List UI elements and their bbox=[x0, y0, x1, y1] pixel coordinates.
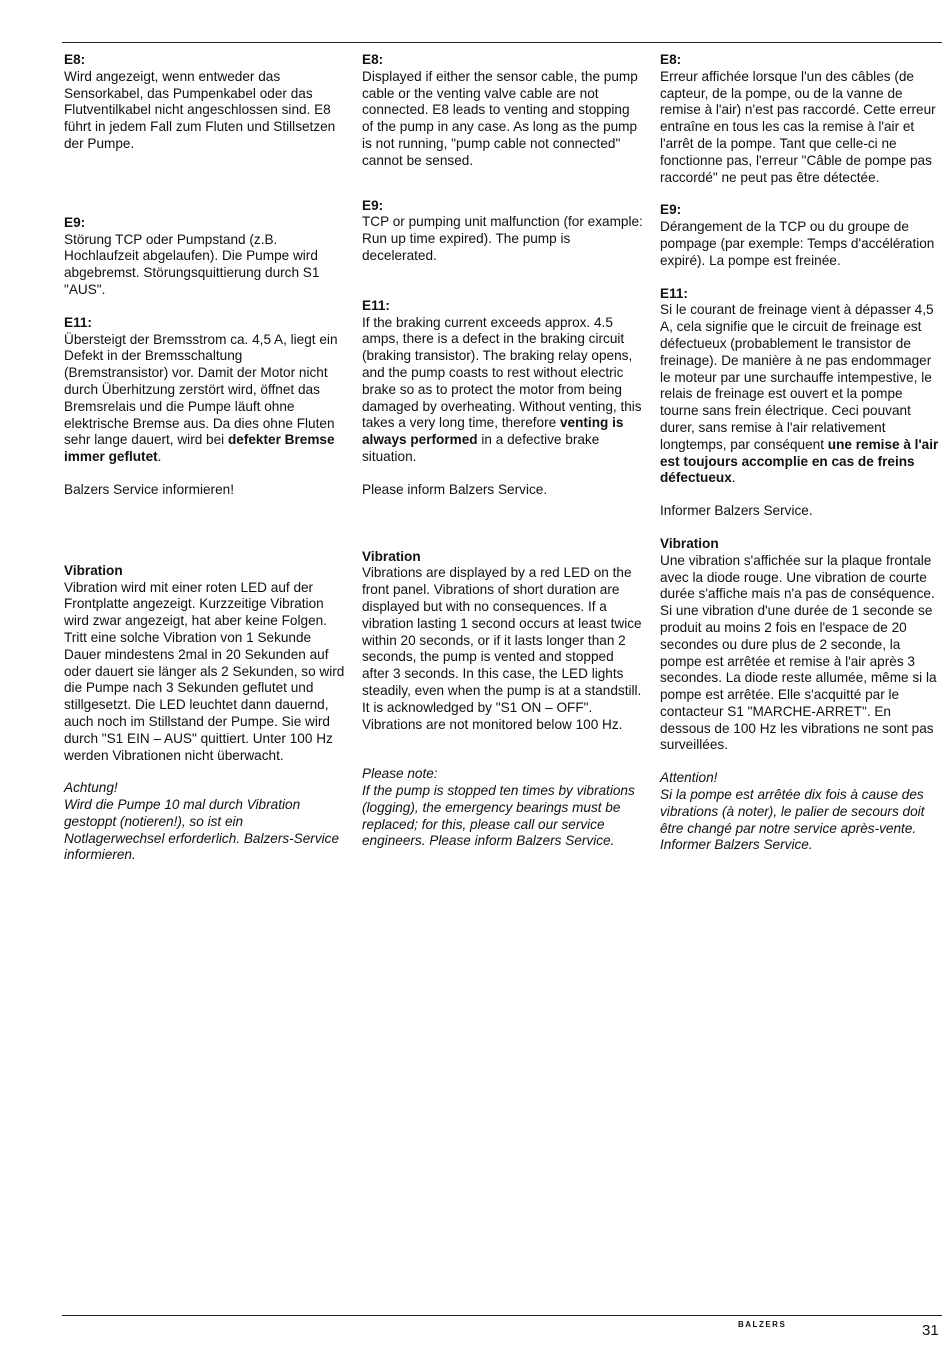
e9-text: Dérangement de la TCP ou du groupe de pompage (par exemple: Temps d'accélération expiré). La pompe est freinée. bbox=[660, 219, 935, 268]
e8-text: Erreur affichée lorsque l'un des câbles (de capteur, de la pompe, ou de la vanne de remise à l'air) n'est pas raccordé. Cette erreur entraîne en tous les cas la remise à l'air et l'arrêt de la pompe. Tant que celle-ci ne fonctionne pas, l'erreur "Câble de pompe pas raccordé" ne peut pas être détectée. bbox=[660, 68, 936, 185]
e11-heading: E11: bbox=[660, 285, 688, 301]
note-text: Wird die Pumpe 10 mal durch Vibration gestoppt (notieren!), so ist ein Notlagerwechsel erforderlich. Balzers-Service informieren. bbox=[64, 797, 340, 863]
e11-text: Übersteigt der Bremsstrom ca. 4,5 A, liegt ein Defekt in der Bremsschaltung (Bremstransistor) vor. Damit der Motor nicht durch Überhitzung zerstört wird, öffnet das Bremsrelais und die Pumpe läuft ohne elektrische Bremse aus. Da dies ohne Fluten sehr lange dauert, wird bei defekter Bremse immer geflutet. bbox=[64, 331, 338, 465]
e9-heading: E9: bbox=[64, 214, 86, 230]
e11-heading: E11: bbox=[362, 297, 390, 313]
note-text: Si la pompe est arrêtée dix fois à cause des vibrations (à noter), le palier de secours doit être changé par notre service après-vente. Informer Balzers Service. bbox=[660, 787, 925, 853]
e11-bold-text: une remise à l'air est toujours accomplie en cas de freins défectueux bbox=[660, 436, 939, 486]
note-text: If the pump is stopped ten times by vibrations (logging), the emergency bearings must be replaced; for this, please call our service engineers. Please inform Balzers Service. bbox=[362, 783, 635, 849]
note-heading: Achtung! bbox=[64, 780, 118, 796]
e11-heading: E11: bbox=[64, 314, 92, 330]
e8-heading: E8: bbox=[362, 52, 384, 67]
e11-text: If the braking current exceeds approx. 4.5 amps, there is a defect in the braking circuit (braking transistor). The braking relay opens, and the pump coasts to rest without electric brake so as to protect the motor from being damaged by overheating. Without venting, this takes a very long time, therefore venting is always performed in a defective brake situation. bbox=[362, 314, 642, 464]
e11-service-note: Informer Balzers Service. bbox=[660, 503, 813, 519]
e8-heading: E8: bbox=[64, 52, 86, 67]
column-french bbox=[660, 52, 942, 854]
e11-service-note: Balzers Service informieren! bbox=[64, 481, 234, 497]
note-heading: Please note: bbox=[362, 766, 438, 782]
e11-text: Si le courant de freinage vient à dépasser 4,5 A, cela signifie que le circuit de freinage est défectueux (probablement le transistor de freinage). De manière à ne pas endommager le moteur par une surchauffe intempestive, le relais de freinage est ouvert et la pompe tourne sans frein électrique. Ceci pouvant durer, sans remise à l'air relativement longtemps, par conséquent une remise à l'air est toujours accomplie en cas de freins défectueux. bbox=[660, 302, 939, 486]
page-number: 31 bbox=[922, 1322, 939, 1339]
e9-text: TCP or pumping unit malfunction (for example: Run up time expired). The pump is decelerated. bbox=[362, 214, 643, 263]
vibration-heading: Vibration bbox=[362, 548, 421, 564]
bottom-rule bbox=[62, 1315, 942, 1316]
e9-text: Störung TCP oder Pumpstand (z.B. Hochlaufzeit abgelaufen). Die Pumpe wird abgebremst. Störungsquittierung durch S1 "AUS". bbox=[64, 231, 320, 297]
e11-service-note: Please inform Balzers Service. bbox=[362, 481, 548, 497]
e9-heading: E9: bbox=[660, 202, 682, 218]
top-rule bbox=[62, 42, 942, 43]
e11-bold-text: venting is always performed bbox=[362, 415, 624, 448]
vibration-text: Vibration wird mit einer roten LED auf der Frontplatte angezeigt. Kurzzeitige Vibration wird zwar angezeigt, hat aber keine Folgen. Tritt eine solche Vibration von 1 Sekunde Dauer mindestens 2mal in 20 Sekunden auf oder dauert sie länger als 2 Sekunden, so wird die Pumpe nach 3 Sekunden geflutet und stillgesetzt. Die LED leuchtet dann dauernd, auch noch im Stillstand der Pumpe. Sie wird durch "S1 EIN – AUS" quittiert. Unter 100 Hz werden Vibrationen nicht überwacht. bbox=[64, 579, 345, 763]
e8-text: Displayed if either the sensor cable, the pump cable or the venting valve cable are not connected. E8 leads to venting and stopping of the pump in any case. As long as the pump is not running, "pump cable not connected" cannot be sensed. bbox=[362, 68, 638, 168]
e9-heading: E9: bbox=[362, 197, 384, 213]
brand-logo: BALZERS bbox=[738, 1320, 787, 1329]
e8-heading: E8: bbox=[660, 52, 682, 67]
vibration-heading: Vibration bbox=[660, 535, 719, 551]
note-heading: Attention! bbox=[660, 770, 718, 786]
column-english bbox=[362, 52, 644, 850]
column-german bbox=[64, 52, 346, 864]
vibration-text: Une vibration s'affichée sur la plaque frontale avec la diode rouge. Une vibration de courte durée s'affiche mais n'a pas de conséquence. Si une vibration d'une durée de 1 seconde se produit au moins 2 fois en l'espace de 20 secondes ou dure plus de 2 seconde, la pompe est arrêtée et remise à l'air après 3 secondes. La diode reste allumée, même si la pompe est arrêtée. Elle s'acquitté par le contacteur S1 "MARCHE-ARRET". En dessous de 100 Hz les vibrations ne sont pas surveillées. bbox=[660, 552, 937, 753]
e11-bold-text: defekter Bremse immer geflutet bbox=[64, 432, 335, 465]
e8-text: Wird angezeigt, wenn entweder das Sensorkabel, das Pumpenkabel oder das Flutventilkabel nicht angeschlossen sind. E8 führt in jedem Fall zum Fluten und Stillsetzen der Pumpe. bbox=[64, 68, 336, 151]
vibration-text: Vibrations are displayed by a red LED on the front panel. Vibrations of short duration are displayed but with no consequences. If a vibration lasting 1 second occurs at least twice within 20 seconds, or if it lasts longer than 2 seconds, the pump is vented and stopped after 3 seconds. In this case, the LED lights steadily, even when the pump is at a standstill. It is acknowledged by "S1 ON – OFF". Vibrations are not monitored below 100 Hz. bbox=[362, 565, 642, 732]
vibration-heading: Vibration bbox=[64, 562, 123, 578]
